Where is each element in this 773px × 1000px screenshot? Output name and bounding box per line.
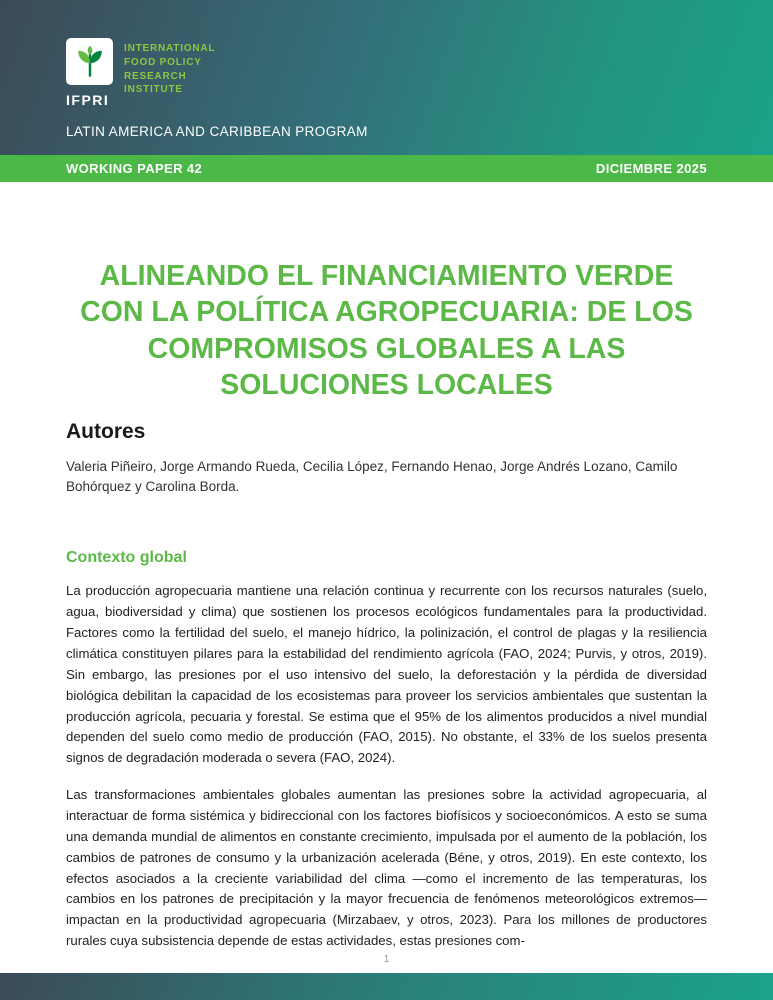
logo-org-line: RESEARCH xyxy=(124,70,187,82)
working-paper-bar xyxy=(0,155,773,182)
logo-column xyxy=(66,38,113,108)
ifpri-logo xyxy=(66,38,707,108)
logo-org-name xyxy=(124,42,215,97)
authors-list: Valeria Piñeiro, Jorge Armando Rueda, Cecilia López, Fernando Henao, Jorge Andrés Lozano, Camilo Bohórquez y Carolina Borda. xyxy=(66,458,678,495)
logo-org-line: INSTITUTE xyxy=(124,84,183,96)
footer-bar xyxy=(0,973,773,1000)
logo-acronym: IFPRI xyxy=(66,92,110,108)
logo-org-line: FOOD POLICY xyxy=(124,56,202,68)
ifpri-plant-icon xyxy=(72,44,108,80)
paragraph-2: Las transformaciones ambientales globales aumentan las presiones sobre la actividad agropecuaria, al interactuar de forma sistémica y bidireccional con los factores biofísicos y socioeconómicos. A esto se suma una demanda mundial de alimentos en constante crecimiento, impulsada por el aumento de la población, los cambios de patrones de consumo y la urbanización acelerada (Béne, y otros, 2019). En este contexto, los efectos asociados a la creciente variabilidad del clima —como el incremento de las temperaturas, los cambios en los patrones de precipitación y la mayor frecuencia de fenómenos meteorológicos extremos— impactan en la productividad agropecuaria (Mirzabaev, y otros, 2023). Para los millones de productores rurales cuya subsistencia depende de estas actividades, estas presiones com- xyxy=(66,787,707,949)
authors-heading: Autores xyxy=(66,419,146,443)
header xyxy=(0,0,773,155)
paragraph-1: La producción agropecuaria mantiene una relación continua y recurrente con los recursos naturales (suelo, agua, biodiversidad y clima) que sostienen los procesos ecológicos fundamentales para la productividad. Factores como la fertilidad del suelo, el manejo hídrico, la polinización, el control de plagas y la resiliencia climática constituyen pilares para la estabilidad del rendimiento agrícola (FAO, 2024; Purvis, y otros, 2019). Sin embargo, las presiones por el uso intensivo del suelo, la deforestación y la pérdida de diversidad biológica debilitan la capacidad de los ecosistemas para proveer los servicios ambientales que sustentan la producción agrícola, pecuaria y forestal. Se estima que el 95% de los alimentos producidos a nivel mundial dependen del suelo como medio de producción (FAO, 2015). No obstante, el 33% de los suelos presenta signos de degradación moderada o severa (FAO, 2024). xyxy=(66,583,707,766)
document-title: ALINEANDO EL FINANCIAMIENTO VERDE CON LA POLÍTICA AGROPECUARIA: DE LOS COMPROMISOS GLOBALES A LAS SOLUCIONES LOCALES xyxy=(80,260,693,402)
logo-org-line: INTERNATIONAL xyxy=(124,43,216,54)
page-number: 1 xyxy=(383,954,390,965)
working-paper-label: WORKING PAPER 42 xyxy=(66,161,203,176)
date-label: DICIEMBRE 2025 xyxy=(595,161,707,176)
logo-box xyxy=(66,38,113,85)
program-title: LATIN AMERICA AND CARIBBEAN PROGRAM xyxy=(66,124,368,139)
section-heading-contexto-global: Contexto global xyxy=(66,549,187,567)
document-body xyxy=(0,182,773,973)
